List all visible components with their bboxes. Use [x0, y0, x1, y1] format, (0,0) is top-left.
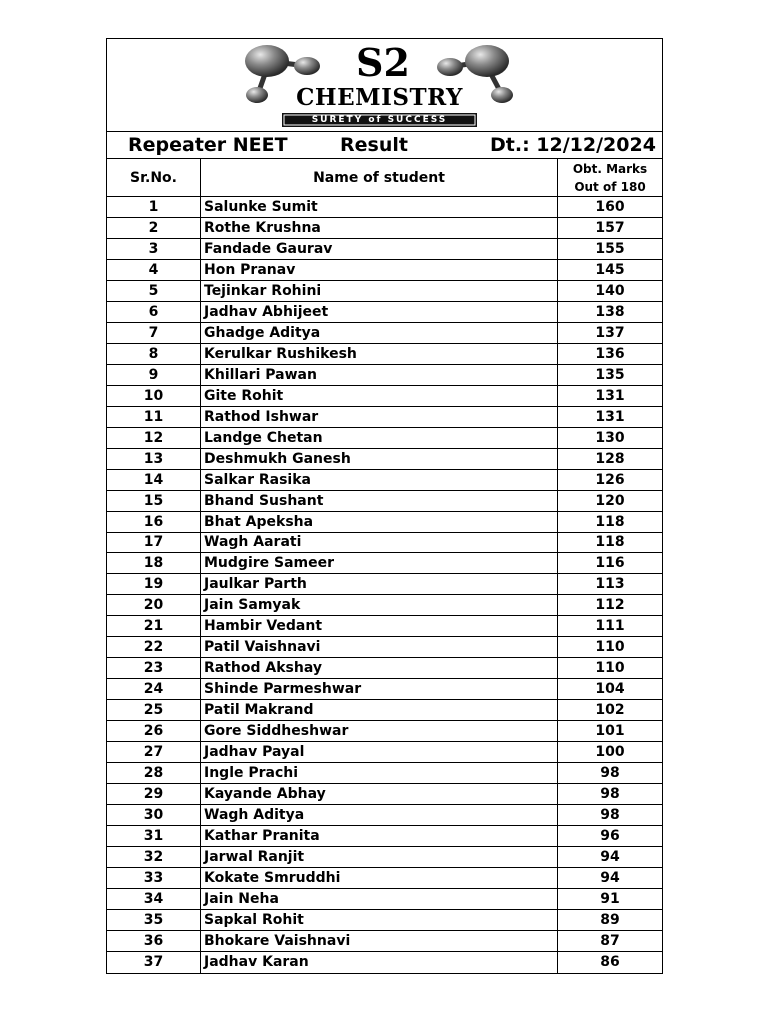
- table-row: [107, 344, 662, 365]
- row-marks: 135: [595, 366, 625, 383]
- row-student-name: Khillari Pawan: [201, 365, 558, 385]
- row-srno: 8: [107, 344, 201, 364]
- row-srno: 33: [107, 868, 201, 888]
- s2-chemistry-logo: [107, 39, 662, 131]
- row-student-name: Gite Rohit: [201, 386, 558, 406]
- row-marks: 136: [595, 345, 625, 362]
- row-student-name: Salunke Sumit: [201, 197, 558, 217]
- row-srno: 31: [107, 826, 201, 846]
- row-marks: 112: [595, 597, 625, 614]
- row-srno: 6: [107, 302, 201, 322]
- row-student-name: Mudgire Sameer: [201, 553, 558, 573]
- row-marks: 100: [595, 744, 625, 761]
- table-row: [107, 197, 662, 218]
- header-marks-line1: Obt. Marks: [572, 161, 648, 176]
- row-student-name: Wagh Aditya: [201, 805, 558, 825]
- table-row: [107, 428, 662, 449]
- row-student-name: Rathod Akshay: [201, 658, 558, 678]
- row-srno: 11: [107, 407, 201, 427]
- row-srno: 15: [107, 491, 201, 511]
- table-row: [107, 889, 662, 910]
- table-header: [107, 159, 662, 197]
- row-student-name: Jain Neha: [201, 889, 558, 909]
- row-srno: 18: [107, 553, 201, 573]
- row-student-name: Ingle Prachi: [201, 763, 558, 783]
- table-row: [107, 512, 662, 533]
- row-marks: 101: [595, 723, 625, 740]
- row-marks: 91: [600, 890, 620, 907]
- row-marks: 94: [600, 849, 620, 866]
- row-student-name: Fandade Gaurav: [201, 239, 558, 259]
- row-student-name: Bhokare Vaishnavi: [201, 931, 558, 951]
- row-srno: 36: [107, 931, 201, 951]
- row-student-name: Hon Pranav: [201, 260, 558, 280]
- row-srno: 7: [107, 323, 201, 343]
- row-marks: 116: [595, 555, 625, 572]
- table-row: [107, 721, 662, 742]
- table-row: [107, 826, 662, 847]
- row-student-name: Kokate Smruddhi: [201, 868, 558, 888]
- row-marks: 126: [595, 471, 625, 488]
- row-srno: 29: [107, 784, 201, 804]
- table-row: [107, 763, 662, 784]
- table-row: [107, 491, 662, 512]
- row-srno: 20: [107, 595, 201, 615]
- row-srno: 35: [107, 910, 201, 930]
- row-marks: 96: [600, 828, 620, 845]
- row-marks: 140: [595, 282, 625, 299]
- row-marks: 157: [595, 219, 625, 236]
- row-student-name: Kayande Abhay: [201, 784, 558, 804]
- results-table-body: [107, 197, 662, 973]
- row-srno: 2: [107, 218, 201, 238]
- table-row: [107, 218, 662, 239]
- row-srno: 34: [107, 889, 201, 909]
- row-student-name: Rathod Ishwar: [201, 407, 558, 427]
- table-row: [107, 323, 662, 344]
- table-row: [107, 239, 662, 260]
- table-row: [107, 574, 662, 595]
- table-row: [107, 386, 662, 407]
- result-label: Result: [340, 134, 408, 156]
- row-srno: 30: [107, 805, 201, 825]
- row-student-name: Jadhav Abhijeet: [201, 302, 558, 322]
- row-marks: 160: [595, 198, 625, 215]
- row-student-name: Jaulkar Parth: [201, 574, 558, 594]
- row-student-name: Patil Makrand: [201, 700, 558, 720]
- row-marks: 137: [595, 324, 625, 341]
- row-student-name: Sapkal Rohit: [201, 910, 558, 930]
- row-marks: 120: [595, 492, 625, 509]
- row-marks: 104: [595, 681, 625, 698]
- row-student-name: Landge Chetan: [201, 428, 558, 448]
- table-row: [107, 658, 662, 679]
- table-row: [107, 449, 662, 470]
- table-row: [107, 553, 662, 574]
- row-srno: 14: [107, 470, 201, 490]
- row-student-name: Tejinkar Rohini: [201, 281, 558, 301]
- row-student-name: Kathar Pranita: [201, 826, 558, 846]
- table-row: [107, 407, 662, 428]
- row-srno: 23: [107, 658, 201, 678]
- logo-name: CHEMISTRY: [296, 84, 463, 111]
- table-row: [107, 805, 662, 826]
- row-srno: 22: [107, 637, 201, 657]
- row-marks: 145: [595, 261, 625, 278]
- header-name: Name of student: [201, 159, 558, 196]
- row-marks: 111: [595, 618, 625, 635]
- row-student-name: Ghadge Aditya: [201, 323, 558, 343]
- row-student-name: Salkar Rasika: [201, 470, 558, 490]
- row-student-name: Gore Siddheshwar: [201, 721, 558, 741]
- table-row: [107, 637, 662, 658]
- row-marks: 131: [595, 408, 625, 425]
- row-marks: 110: [595, 639, 625, 656]
- row-marks: 131: [595, 387, 625, 404]
- header-srno: Sr.No.: [107, 159, 201, 196]
- row-marks: 138: [595, 303, 625, 320]
- table-row: [107, 365, 662, 386]
- row-student-name: Bhand Sushant: [201, 491, 558, 511]
- table-row: [107, 931, 662, 952]
- row-srno: 26: [107, 721, 201, 741]
- row-marks: 128: [595, 450, 625, 467]
- row-student-name: Deshmukh Ganesh: [201, 449, 558, 469]
- table-row: [107, 470, 662, 491]
- row-student-name: Jarwal Ranjit: [201, 847, 558, 867]
- table-row: [107, 260, 662, 281]
- row-srno: 10: [107, 386, 201, 406]
- row-marks: 110: [595, 660, 625, 677]
- table-row: [107, 910, 662, 931]
- course-title: Repeater NEET: [128, 134, 288, 156]
- table-row: [107, 784, 662, 805]
- row-srno: 28: [107, 763, 201, 783]
- row-srno: 3: [107, 239, 201, 259]
- result-sheet: [106, 38, 663, 974]
- table-row: [107, 700, 662, 721]
- logo-tagline: SURETY of SUCCESS: [311, 115, 448, 125]
- row-srno: 19: [107, 574, 201, 594]
- row-marks: 113: [595, 576, 625, 593]
- row-marks: 86: [600, 954, 620, 971]
- row-student-name: Bhat Apeksha: [201, 512, 558, 532]
- row-srno: 32: [107, 847, 201, 867]
- row-srno: 4: [107, 260, 201, 280]
- row-marks: 118: [595, 534, 625, 551]
- row-marks: 94: [600, 869, 620, 886]
- table-row: [107, 302, 662, 323]
- header-marks-line2: Out of 180: [574, 179, 646, 194]
- row-marks: 130: [595, 429, 625, 446]
- logo-brand: S2: [356, 40, 410, 85]
- row-student-name: Hambir Vedant: [201, 616, 558, 636]
- row-srno: 12: [107, 428, 201, 448]
- row-marks: 89: [600, 911, 620, 928]
- table-row: [107, 616, 662, 637]
- table-row: [107, 742, 662, 763]
- result-date: Dt.: 12/12/2024: [490, 134, 656, 156]
- row-srno: 17: [107, 533, 201, 553]
- row-student-name: Shinde Parmeshwar: [201, 679, 558, 699]
- title-row: [107, 131, 662, 159]
- table-row: [107, 281, 662, 302]
- row-srno: 27: [107, 742, 201, 762]
- row-srno: 9: [107, 365, 201, 385]
- row-student-name: Kerulkar Rushikesh: [201, 344, 558, 364]
- row-student-name: Jadhav Payal: [201, 742, 558, 762]
- row-marks: 98: [600, 807, 620, 824]
- table-row: [107, 679, 662, 700]
- row-student-name: Patil Vaishnavi: [201, 637, 558, 657]
- row-srno: 21: [107, 616, 201, 636]
- row-marks: 102: [595, 702, 625, 719]
- table-row: [107, 952, 662, 973]
- table-row: [107, 868, 662, 889]
- row-student-name: Jadhav Karan: [201, 952, 558, 973]
- table-row: [107, 595, 662, 616]
- row-marks: 155: [595, 240, 625, 257]
- row-srno: 25: [107, 700, 201, 720]
- row-srno: 1: [107, 197, 201, 217]
- row-srno: 16: [107, 512, 201, 532]
- table-row: [107, 847, 662, 868]
- table-row: [107, 533, 662, 554]
- row-srno: 37: [107, 952, 201, 973]
- row-marks: 98: [600, 765, 620, 782]
- row-marks: 98: [600, 786, 620, 803]
- row-marks: 118: [595, 513, 625, 530]
- header-marks: [558, 159, 662, 196]
- row-student-name: Jain Samyak: [201, 595, 558, 615]
- row-student-name: Wagh Aarati: [201, 533, 558, 553]
- row-srno: 13: [107, 449, 201, 469]
- row-srno: 24: [107, 679, 201, 699]
- row-marks: 87: [600, 932, 620, 949]
- row-srno: 5: [107, 281, 201, 301]
- row-student-name: Rothe Krushna: [201, 218, 558, 238]
